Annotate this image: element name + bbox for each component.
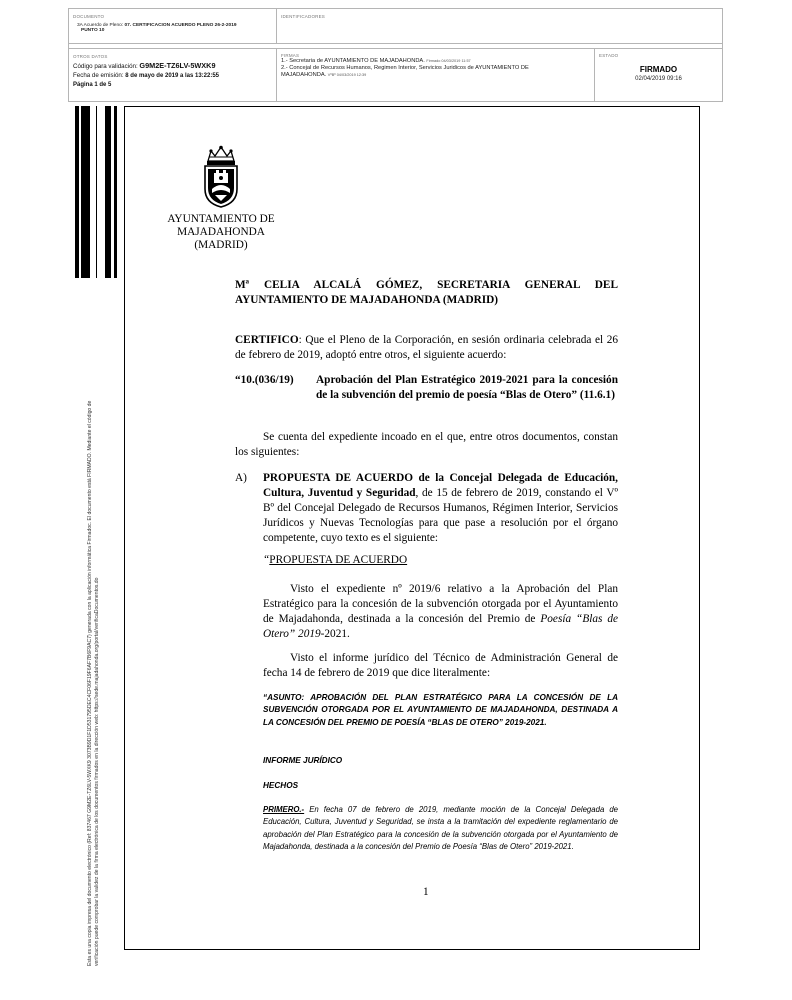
side-line-2: verificación puede comprobar la validez de la firma electrónica de los documentos firmados en la dirección web: https://sede.majadahonda.org/portal/verificaDocumentos.do (94, 577, 100, 966)
visto-1-end: -2021. (320, 628, 350, 640)
ayto-line-2: MAJADAHONDA (177, 226, 265, 239)
certifico-paragraph (235, 333, 618, 363)
firma-1-date: Firmado 04/03/2019 11:57 (426, 59, 471, 63)
intro-paragraph: Se cuenta del expediente incoado en el que, entre otros documentos, constan los siguientes: (235, 431, 618, 458)
firma-1-text: 1.- Secretaria de AYUNTAMIENTO DE MAJADAHONDA. (281, 58, 425, 64)
certifico-text: : Que el Pleno de la Corporación, en sesión ordinaria celebrada el 26 de febrero de 2019, adoptó entre otros, el siguiente acuerdo: (235, 334, 618, 361)
visto-2-paragraph: Visto el informe jurídico del Técnico de Administración General de fecha 14 de febrero de 2019 que dice literalmente: (263, 652, 618, 679)
propuesta-title: PROPUESTA DE ACUERDO (269, 554, 408, 566)
item-number: “10.(036/19) (235, 374, 294, 386)
page-number: 1 (423, 886, 429, 898)
side-verification-text (87, 166, 101, 966)
propuesta-quote: “ (263, 554, 270, 566)
a-letter: A) (235, 472, 247, 484)
firma-2-text-b: MAJADAHONDA. (281, 72, 327, 79)
ayto-line-3: (MADRID) (194, 239, 248, 252)
secretary-heading-line-1: Mª CELIA ALCALÁ GÓMEZ, SECRETARIA GENERAL DEL (235, 279, 618, 291)
fecha-value: 8 de mayo de 2019 a las 13:22:55 (125, 73, 220, 79)
informe-juridico-heading: INFORME JURÍDICO (263, 756, 343, 765)
codigo-validacion (73, 62, 272, 71)
signature-header (68, 8, 723, 102)
estado-date: 02/04/2019 09:16 (635, 76, 682, 82)
certifico-label: CERTIFICO (235, 334, 299, 346)
identificadores-label: IDENTIFICADORES (281, 14, 326, 19)
asunto-paragraph: “ASUNTO: APROBACIÓN DEL PLAN ESTRATÉGICO PARA LA CONCESIÓN DE LA SUBVENCIÓN OTORGADA POR EL AYUNTAMIENTO DE MAJADAHONDA, DESTINADA A LA CONCESIÓN DEL PREMIO DE POESÍA “BLAS DE OTERO” 2019-2021. (263, 693, 618, 727)
secretary-heading-line-2: AYUNTAMIENTO DE MAJADAHONDA (MADRID) (235, 294, 499, 306)
firma-1 (281, 58, 590, 65)
documento-prefix: 3A Acuerdo de Pleno: (77, 23, 124, 28)
side-line-1: Esta es una copia impresa del documento electrónico (Ref: 837467 G9M2E-TZ6LV-5WXK9 3073B9D1F1D531795DEC4CF06F19F6AF7B6F9AC7) generada con la aplicación informática Firmadoc. El documento está FIRMADO. Mediante el código de (87, 400, 93, 966)
propuesta-heading (263, 553, 618, 568)
visto-1-italic: Poesía “Blas de Otero” 2019 (263, 613, 618, 640)
barcode-stripe (115, 106, 117, 278)
firmas-label: FIRMAS (281, 53, 300, 58)
primero-label: PRIMERO.- (263, 805, 305, 814)
documento-cell (69, 9, 277, 44)
visto-1-text: Visto el expediente nº 2019/6 relativo a la Aprobación del Plan Estratégico para la concesión de la subvención otorgada por el Ayuntamiento de Majadahonda, destinada a la concesión del Premio de (263, 583, 618, 625)
firma-2-date: VºBº 04/03/2019 12:39 (327, 73, 367, 78)
codigo-value[interactable]: G9M2E-TZ6LV-5WXK9 (139, 61, 216, 70)
primero-paragraph (263, 804, 618, 853)
coat-of-arms-icon (199, 145, 243, 209)
documento-punto: PUNTO 10 (81, 28, 105, 33)
firma-2 (281, 65, 590, 79)
identificadores-cell (277, 9, 722, 44)
codigo-label: Código para validación: (73, 63, 138, 70)
fecha-emision (73, 72, 272, 80)
firma-2-text: 2.- Concejal de Recursos Humanos, Regimen Interior, Servicios Juridicos de AYUNTAMIENTO DE (281, 65, 529, 72)
primero-text: En fecha 07 de febrero de 2019, mediante moción de la Concejal Delegada de Educación, Cultura, Juventud y Seguridad, se insta a la tramitación del expediente reglamentario de aprobación del Plan Estratégico para la concesión de la subvención otorgada por el Ayuntamiento de Majadahonda, destinada a la concesión del Premio de Poesía “Blas de Otero” 2019-2021. (263, 805, 618, 851)
hechos-heading: HECHOS (263, 781, 299, 790)
firmas-cell (277, 48, 595, 101)
estado-label: ESTADO (599, 53, 619, 58)
ayto-line-1: AYUNTAMIENTO DE (167, 213, 275, 225)
otros-datos-cell (69, 48, 277, 101)
a-text: , de 15 de febrero de 2019, constando el Vº Bº del Concejal Delegado de Recursos Humanos, Régimen Interior, Servicios Jurídicos y Nuevas Tecnologías para que pase a resolución por el órgano competente, cuyo texto es el siguiente: (263, 487, 618, 544)
ayuntamiento-name (160, 213, 282, 253)
fecha-label: Fecha de emisión: (73, 72, 124, 79)
a-bold: PROPUESTA DE ACUERDO de la Concejal Delegada de Educación, Cultura, Juventud y Seguridad (263, 472, 618, 499)
estado-cell (595, 48, 722, 101)
pagina-count: Página 1 de 5 (73, 82, 112, 88)
documento-label: DOCUMENTO (73, 14, 105, 19)
visto-1-paragraph (263, 582, 618, 642)
item-title: Aprobación del Plan Estratégico 2019-2021 para la concesión de la subvención del premio de poesía “Blas de Otero” (11.6.1) (316, 374, 618, 401)
otros-datos-label: OTROS DATOS (73, 54, 108, 59)
documento-title: 07. CERTIFICACION ACUERDO PLENO 26-2-2019 (124, 23, 237, 28)
estado-value: FIRMADO (639, 65, 678, 74)
a-paragraph (263, 471, 618, 546)
